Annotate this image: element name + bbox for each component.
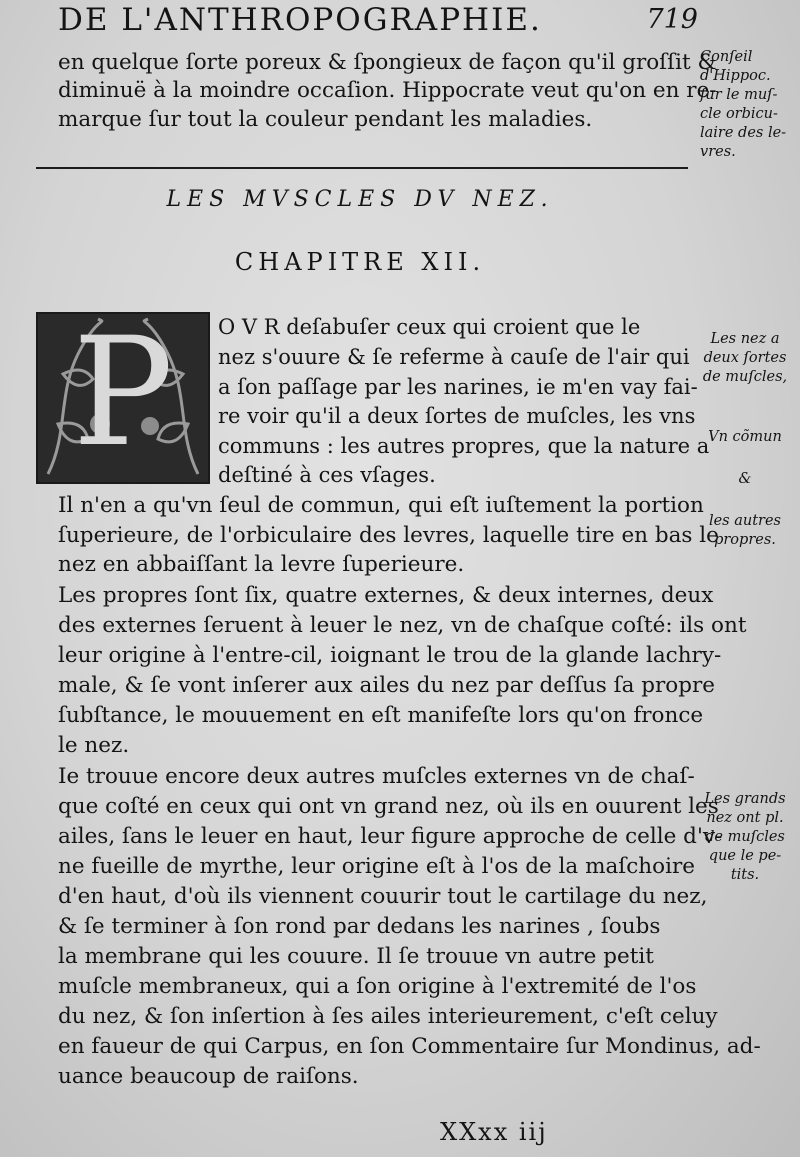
margin-note-grands: Les grands nez ont pl. de muſcles que le pe- tits. bbox=[704, 791, 786, 883]
body-line-14: ſubſtance, le mouuement en eſt manifeſte lors qu'on fronce bbox=[58, 703, 704, 728]
body-line-8: ſuperieure, de l'orbiculaire des levres, laquelle tire en bas le bbox=[58, 523, 719, 548]
signature-mark: XXxx iij bbox=[440, 1118, 548, 1146]
body-line-24: du nez, & ſon inſertion à ſes ailes interieurement, c'eſt celuy bbox=[58, 1004, 718, 1029]
page-number: 719 bbox=[646, 4, 698, 35]
body-line-21: & ſe terminer à ſon rond par dedans les narines , ſoubs bbox=[58, 914, 661, 939]
body-line-12: leur origine à l'entre-cil, ioignant le trou de la glande lachry- bbox=[58, 643, 722, 668]
body-line-22: la membrane qui les couure. Il ſe trouue vn autre petit bbox=[58, 944, 654, 969]
body-line-20: d'en haut, d'où ils viennent couurir tout le cartilage du nez, bbox=[58, 884, 708, 909]
running-title: DE L'ANTHROPOGRAPHIE. bbox=[58, 2, 542, 38]
intro-line-1: en quelque ſorte poreux & ſpongieux de façon qu'il groſſit & bbox=[58, 50, 717, 75]
body-line-16: Ie trouue encore deux autres muſcles externes vn de chaſ- bbox=[58, 764, 695, 789]
margin-note-et: & bbox=[738, 471, 752, 487]
body-line-13: male, & ſe vont inſerer aux ailes du nez par deſſus ſa propre bbox=[58, 673, 716, 698]
body-line-18: ailes, ſans le leuer en haut, leur figure approche de celle d'v- bbox=[58, 824, 723, 849]
body-line-19: ne fueille de myrthe, leur origine eſt à l'os de la maſchoire bbox=[58, 854, 695, 879]
margin-note-conseil: Conſeil d'Hippoc. ſur le muſ- cle orbicu- laire des le- vres. bbox=[700, 49, 787, 160]
section-title: LES MVSCLES DV NEZ. bbox=[166, 187, 554, 212]
body-line-6: deſtiné à ces vſages. bbox=[218, 463, 436, 487]
horizontal-rule bbox=[36, 167, 688, 169]
intro-line-2: diminuë à la moindre occaſion. Hippocrate veut qu'on en re- bbox=[58, 78, 717, 103]
body-line-26: uance beaucoup de raiſons. bbox=[58, 1064, 359, 1089]
chapter-title: CHAPITRE XII. bbox=[234, 248, 486, 276]
body-line-3: a ſon paſſage par les narines, ie m'en vay fai- bbox=[218, 375, 698, 399]
body-line-1: O V R deſabuſer ceux qui croient que le bbox=[218, 315, 641, 339]
body-line-23: muſcle membraneux, qui a ſon origine à l'extremité de l'os bbox=[58, 974, 697, 999]
dropcap-letter: P bbox=[72, 312, 174, 480]
body-line-4: re voir qu'il a deux ſortes de muſcles, les vns bbox=[218, 404, 696, 428]
running-header bbox=[58, 2, 698, 46]
body-line-15: le nez. bbox=[58, 733, 130, 758]
body-line-10: Les propres ſont ſix, quatre externes, & deux internes, deux bbox=[58, 583, 714, 608]
body-line-5: communs : les autres propres, que la nature a bbox=[218, 434, 710, 458]
body-line-17: que coſté en ceux qui ont vn grand nez, où ils en ouurent les bbox=[58, 794, 719, 819]
margin-note-commun: Vn cõmun bbox=[708, 429, 782, 445]
margin-note-propres: les autres propres. bbox=[708, 513, 782, 548]
body-line-7: Il n'en a qu'vn ſeul de commun, qui eſt iuſtement la portion bbox=[58, 493, 704, 518]
body-line-11: des externes ſeruent à leuer le nez, vn de chaſque coſté: ils ont bbox=[58, 613, 747, 638]
intro-line-3: marque ſur tout la couleur pendant les maladies. bbox=[58, 107, 593, 132]
margin-note-nez: Les nez a deux ſortes de muſcles, bbox=[702, 331, 788, 385]
body-line-9: nez en abbaiſſant la levre ſuperieure. bbox=[58, 552, 465, 577]
body-line-2: nez s'ouure & ſe referme à cauſe de l'air qui bbox=[218, 345, 690, 369]
decorated-initial bbox=[36, 312, 210, 484]
body-line-25: en faueur de qui Carpus, en ſon Commentaire ſur Mondinus, ad- bbox=[58, 1034, 761, 1059]
